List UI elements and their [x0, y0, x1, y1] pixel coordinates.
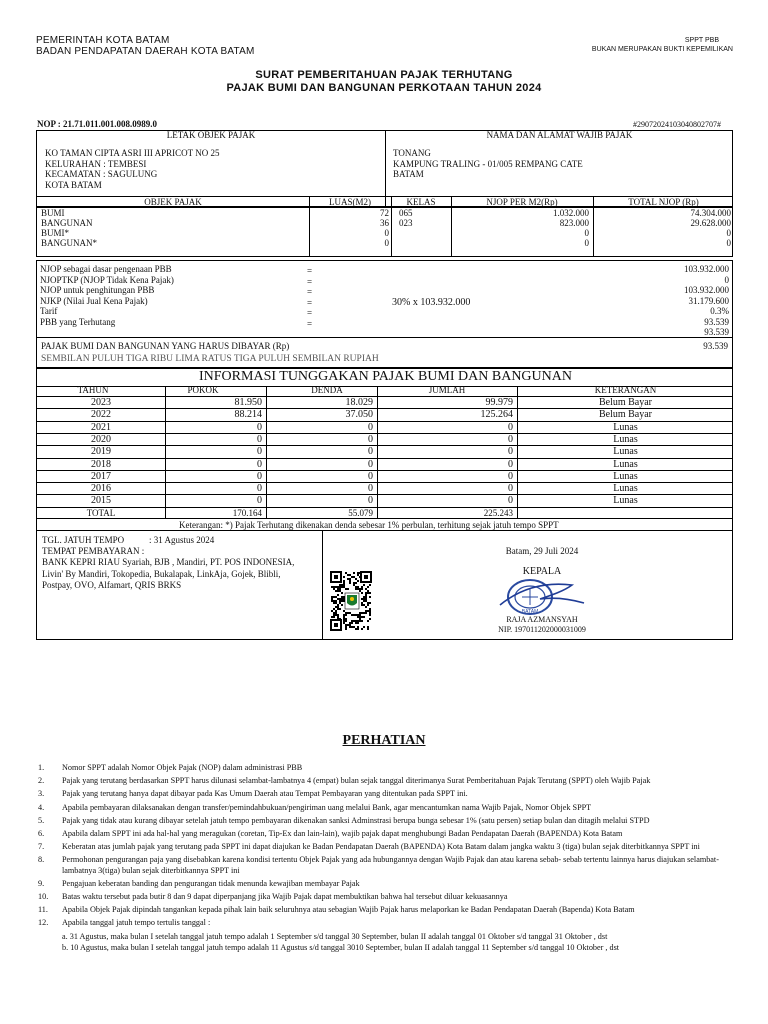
tarif-formula: 30% x 103.932.000 — [392, 297, 471, 308]
objek-kelas: 065 — [399, 208, 413, 218]
note-number: 7. — [38, 842, 45, 852]
place-date: Batam, 29 Juli 2024 — [505, 546, 579, 556]
arrears-jumlah: 0 — [508, 495, 513, 507]
arrears-pokok: 0 — [257, 458, 262, 470]
arrears-total-denda: 55.079 — [348, 508, 373, 518]
arrears-title: INFORMASI TUNGGAKAN PAJAK BUMI DAN BANGUNAN — [199, 369, 572, 384]
total-njop-header: TOTAL NJOP (Rp) — [628, 197, 699, 207]
objek-name: BANGUNAN — [41, 218, 93, 228]
note-text: Permohonan pengurangan paja yang disebabkan karena kondisi tertentu Objek Pajak yang ada hubungannya dengan Wajib Pajak dan atau karena sebab- sebab tertentu lainnya harus diajukan selambat-lambatnya 3(tiga) bulan sejak diterbitkannya SPPT ini — [62, 855, 719, 875]
objek-name: BUMI — [41, 208, 65, 218]
calc-value: 93.539 — [704, 316, 729, 327]
arrears-pokok: 0 — [257, 470, 262, 482]
objek-njop-m2: 823.000 — [559, 218, 589, 228]
header-disclaimer: BUKAN MERUPAKAN BUKTI KEPEMILIKAN — [591, 46, 733, 53]
note-number: 12. — [38, 918, 49, 928]
arrears-denda: 18.029 — [345, 397, 373, 408]
arrears-status: Lunas — [613, 458, 638, 470]
njop-m2-header: NJOP PER M2(Rp) — [486, 197, 558, 207]
arrears-jumlah: 125.264 — [480, 409, 513, 421]
object-street: KO TAMAN CIPTA ASRI III APRICOT NO 25 — [45, 148, 220, 158]
objek-kelas: 023 — [399, 218, 413, 228]
object-kecamatan: KECAMATAN : SAGULUNG — [45, 169, 158, 179]
objek-njop-m2: 1.032.000 — [553, 208, 589, 218]
arrears-pokok: 0 — [257, 483, 262, 495]
note-number: 5. — [38, 815, 45, 825]
due-date-value: : 31 Agustus 2024 — [149, 535, 215, 545]
note-text: Apabila pembayaran dilaksanakan dengan transfer/pemindahbukuan/pengiriman uang melalui Bank, agar mencantumkan nama Wajib Pajak, Nomor Objek SPPT — [62, 802, 592, 812]
payment-places-line-3: Postpay, OVO, Alfamart, QRIS BRKS — [42, 580, 182, 590]
amount-due-words: SEMBILAN PULUH TIGA RIBU LIMA RATUS TIGA PULUH SEMBILAN RUPIAH — [41, 354, 379, 364]
arrears-jumlah: 0 — [508, 483, 513, 495]
official-seal-and-signature — [492, 577, 592, 617]
objek-header: OBJEK PAJAK — [144, 197, 202, 207]
arrears-jumlah: 0 — [508, 446, 513, 458]
arrears-tahun-header: TAHUN — [77, 385, 109, 395]
note-item — [38, 879, 728, 889]
note-number: 4. — [38, 802, 45, 812]
arrears-status: Belum Bayar — [598, 397, 653, 408]
objek-luas: 0 — [384, 228, 389, 238]
calc-label: NJOP sebagai dasar pengenaan PBB — [40, 264, 172, 274]
arrears-denda: 37.050 — [345, 409, 373, 421]
arrears-denda: 0 — [368, 458, 373, 470]
note-number: 9. — [38, 878, 45, 888]
note-text: Apabila dalam SPPT ini ada hal-hal yang meragukan (coretan, Tip-Ex dan lain-lain), wajib pajak dapat menghubungi Badan Pendapatan Daerah (BAPENDA) Kota Batam — [62, 829, 623, 839]
kelas-header: KELAS — [406, 197, 436, 207]
arrears-denda-header: DENDA — [311, 385, 343, 395]
calc-label: NJOP untuk penghitungan PBB — [40, 285, 155, 295]
arrears-denda: 0 — [368, 483, 373, 495]
note-text: Pajak yang tidak atau kurang dibayar setelah jatuh tempo pembayaran dikenakan sanksi Adminstrasi berupa bunga sebesar 1% (satu persen) setiap bulan dan ditagih melalui STPD — [62, 815, 650, 825]
arrears-total-label: TOTAL — [86, 508, 116, 518]
note-number: 10. — [38, 892, 49, 902]
calc-value: 0 — [724, 274, 729, 285]
note-number: 2. — [38, 776, 45, 786]
payment-places — [42, 557, 294, 592]
objek-name: BANGUNAN* — [41, 238, 97, 248]
arrears-total-jumlah: 225.243 — [483, 508, 513, 518]
calc-value: 93.539 — [704, 327, 729, 337]
calc-equals: = — [307, 266, 313, 276]
kepala-title: KEPALA — [522, 566, 562, 577]
arrears-year: 2022 — [91, 409, 111, 421]
due-date-label: TGL. JATUH TEMPO — [42, 535, 125, 545]
amount-due-box — [36, 337, 733, 368]
document-title — [0, 69, 768, 95]
arrears-jumlah: 0 — [508, 458, 513, 470]
qr-code — [330, 571, 372, 631]
perhatian-notes — [38, 763, 728, 954]
title-line-2: PAJAK BUMI DAN BANGUNAN PERKOTAAN TAHUN 2024 — [226, 82, 542, 94]
note-item — [38, 905, 728, 915]
amount-due-value: 93.539 — [703, 341, 728, 351]
arrears-year: 2016 — [91, 483, 111, 495]
note-item — [38, 892, 728, 902]
objek-njop-m2: 0 — [584, 238, 589, 248]
note-item — [38, 829, 728, 839]
header-doc-type — [592, 36, 733, 54]
arrears-jumlah: 99.979 — [485, 397, 513, 408]
arrears-year: 2015 — [91, 495, 111, 507]
header-government: PEMERINTAH KOTA BATAM — [36, 35, 170, 46]
arrears-pokok: 0 — [257, 433, 262, 445]
arrears-pokok: 0 — [257, 495, 262, 507]
calc-value: 31.179.600 — [688, 295, 729, 306]
calc-value: 103.932.000 — [684, 264, 729, 274]
note-item — [38, 789, 728, 799]
signer-nip: NIP. 197011202000031009 — [498, 625, 586, 634]
keterangan-row — [36, 519, 733, 530]
note-number: 11. — [38, 905, 48, 915]
header-sppt-pbb: SPPT PBB — [684, 37, 719, 44]
arrears-pokok: 81.950 — [234, 397, 262, 408]
arrears-total-pokok: 170.164 — [232, 508, 262, 518]
note-item — [38, 803, 728, 813]
objek-luas: 36 — [380, 218, 389, 228]
arrears-jumlah: 0 — [508, 421, 513, 433]
note-item — [38, 842, 728, 852]
calc-equals: = — [307, 318, 313, 329]
calc-equals: = — [307, 308, 313, 318]
signer-name: RAJA AZMANSYAH — [506, 615, 578, 624]
arrears-jumlah: 0 — [508, 470, 513, 482]
note-text: Nomor SPPT adalah Nomor Objek Pajak (NOP) dalam administrasi PBB — [62, 763, 303, 772]
note-item — [38, 763, 728, 773]
note-text: Pajak yang terutang berdasarkan SPPT harus dilunasi selambat-lambatnya 4 (empat) bulan sejak tanggal diterimanya Surat Pemberitahuan Pajak Terutang (SPPT) oleh Wajib Pajak — [62, 776, 651, 786]
arrears-year: 2020 — [91, 433, 111, 445]
taxpayer-address — [393, 148, 583, 180]
arrears-denda: 0 — [368, 446, 373, 458]
note-sub-item: b. 10 Agustus, maka bulan I setelah tanggal jatuh tempo adalah 11 Agustus s/d tanggal 3010 September, bulan II adalah tanggal 11 September s/d tanggal 10 Oktober , dst — [62, 942, 620, 952]
arrears-denda: 0 — [368, 421, 373, 433]
arrears-status: Lunas — [613, 446, 638, 458]
arrears-pokok: 0 — [257, 446, 262, 458]
objek-total-njop: 74.304.000 — [690, 208, 731, 218]
nop-number: NOP : 21.71.011.001.008.0989.0 — [37, 119, 158, 129]
object-tax-table — [36, 196, 733, 257]
arrears-pokok: 0 — [257, 421, 262, 433]
luas-header: LUAS(M2) — [329, 197, 371, 207]
calc-label: NJOPTKP (NJOP Tidak Kena Pajak) — [40, 274, 174, 285]
objek-luas: 72 — [380, 208, 389, 218]
objek-total-njop: 0 — [726, 228, 731, 238]
arrears-status: Lunas — [613, 470, 638, 482]
note-text: Apabila Objek Pajak dipindah tangankan kepada pihak lain baik seluruhnya atau sebagian Wajib Pajak harus melaporkan ke Badan Pendapatan Daerah (Bapenda) Kota Batam — [62, 905, 635, 915]
wajib-heading: NAMA DAN ALAMAT WAJIB PAJAK — [486, 130, 633, 140]
header-agency — [36, 35, 255, 57]
note-number: 6. — [38, 829, 45, 839]
objek-njop-m2: 0 — [584, 228, 589, 238]
calc-value: 103.932.000 — [684, 285, 729, 295]
arrears-year: 2021 — [91, 421, 111, 433]
calc-equals: = — [307, 287, 313, 297]
note-text: Pengajuan keberatan banding dan pengurangan tidak menunda kewajiban membayar Pajak — [62, 878, 360, 888]
note-number: 3. — [38, 789, 45, 799]
arrears-year: 2019 — [91, 446, 111, 458]
note-item — [38, 918, 728, 928]
payment-places-label: TEMPAT PEMBAYARAN : — [42, 546, 145, 556]
taxpayer-city: BATAM — [393, 169, 424, 179]
taxpayer-street: KAMPUNG TRALING - 01/005 REMPANG CATE — [393, 158, 583, 169]
note-item — [38, 855, 728, 875]
note-text: Pajak yang terutang hanya dapat dibayar pada Kas Umum Daerah atau Tempat Pembayaran yang ditentukan pada SPPT ini. — [62, 789, 468, 799]
header-agency-name: BADAN PENDAPATAN DAERAH KOTA BATAM — [36, 46, 255, 57]
svg-text:BATAM: BATAM — [521, 609, 539, 615]
arrears-status: Belum Bayar — [598, 409, 653, 421]
footer-box — [36, 530, 733, 640]
note-item — [38, 776, 728, 786]
arrears-status: Lunas — [613, 495, 638, 507]
arrears-denda: 0 — [368, 470, 373, 482]
calc-equals: = — [307, 276, 313, 287]
calc-label: PBB yang Terhutang — [40, 316, 116, 327]
objek-total-njop: 29.628.000 — [690, 218, 731, 228]
arrears-denda: 0 — [368, 433, 373, 445]
document-code: #29072024103040802707# — [633, 120, 721, 129]
note-text: Batas waktu tersebut pada butir 8 dan 9 dapat diperpanjang jika Wajib Pajak dapat membuktikan bahwa hal tersebut diluar kekuasannya — [62, 892, 508, 902]
arrears-note: Keterangan: *) Pajak Terhutang dikenakan denda sebesar 1% perbulan, terhitung sejak jatuh tempo SPPT — [179, 520, 559, 530]
arrears-status: Lunas — [613, 421, 638, 433]
payment-places-line-1: BANK KEPRI RIAU Syariah, BJB , Mandiri, PT. POS INDONESIA, — [42, 557, 295, 567]
arrears-pokok: 88.214 — [234, 409, 262, 421]
arrears-keterangan-header: KETERANGAN — [594, 385, 657, 395]
calculation-section — [36, 260, 733, 337]
arrears-pokok-header: POKOK — [187, 385, 219, 395]
taxpayer-name: TONANG — [393, 148, 431, 158]
title-line-1: SURAT PEMBERITAHUAN PAJAK TERHUTANG — [255, 69, 513, 81]
object-address — [45, 148, 220, 190]
arrears-year: 2023 — [91, 397, 111, 408]
object-kelurahan: KELURAHAN : TEMBESI — [45, 158, 147, 169]
arrears-table — [36, 368, 733, 519]
calc-value: 0.3% — [710, 306, 729, 316]
arrears-denda: 0 — [368, 495, 373, 507]
note-sub-item: a. 31 Agustus, maka bulan I setelah tanggal jatuh tempo adalah 1 September s/d tanggal 30 September, bulan II adalah tanggal 01 Oktober s/d tanggal 31 Oktober , dst — [62, 931, 608, 941]
perhatian-title: PERHATIAN — [342, 733, 426, 748]
arrears-status: Lunas — [613, 433, 638, 445]
objek-name: BUMI* — [41, 228, 70, 238]
note-number: 1. — [38, 763, 45, 772]
arrears-year: 2017 — [91, 470, 111, 482]
calc-label: Tarif — [40, 306, 58, 316]
note-number: 8. — [38, 855, 45, 865]
amount-due-label: PAJAK BUMI DAN BANGUNAN YANG HARUS DIBAYAR (Rp) — [41, 341, 290, 351]
note-item — [38, 816, 728, 826]
payment-places-line-2: Livin' By Mandiri, Tokopedia, Bukalapak, LinkAja, Gojek, Blibli, — [42, 568, 281, 579]
calc-equals: = — [307, 297, 313, 308]
arrears-year: 2018 — [91, 458, 111, 470]
objek-luas: 0 — [384, 238, 389, 248]
object-city: KOTA BATAM — [45, 179, 102, 190]
note-text: Apabila tanggal jatuh tempo tertulis tanggal : — [62, 918, 211, 928]
arrears-jumlah-header: JUMLAH — [428, 385, 466, 395]
note-text: Keberatan atas jumlah pajak yang terutang pada SPPT ini dapat diajukan ke Badan Pendapatan Daerah (BAPENDA) Kota Batam dalam jangka waktu 3 (tiga) bulan sejak diterbitkannya SPPT ini — [62, 842, 700, 852]
arrears-jumlah: 0 — [508, 433, 513, 445]
objek-total-njop: 0 — [726, 238, 731, 248]
arrears-status: Lunas — [613, 483, 638, 495]
calc-label: NJKP (Nilai Jual Kena Pajak) — [40, 295, 148, 306]
letak-heading: LETAK OBJEK PAJAK — [166, 130, 256, 140]
